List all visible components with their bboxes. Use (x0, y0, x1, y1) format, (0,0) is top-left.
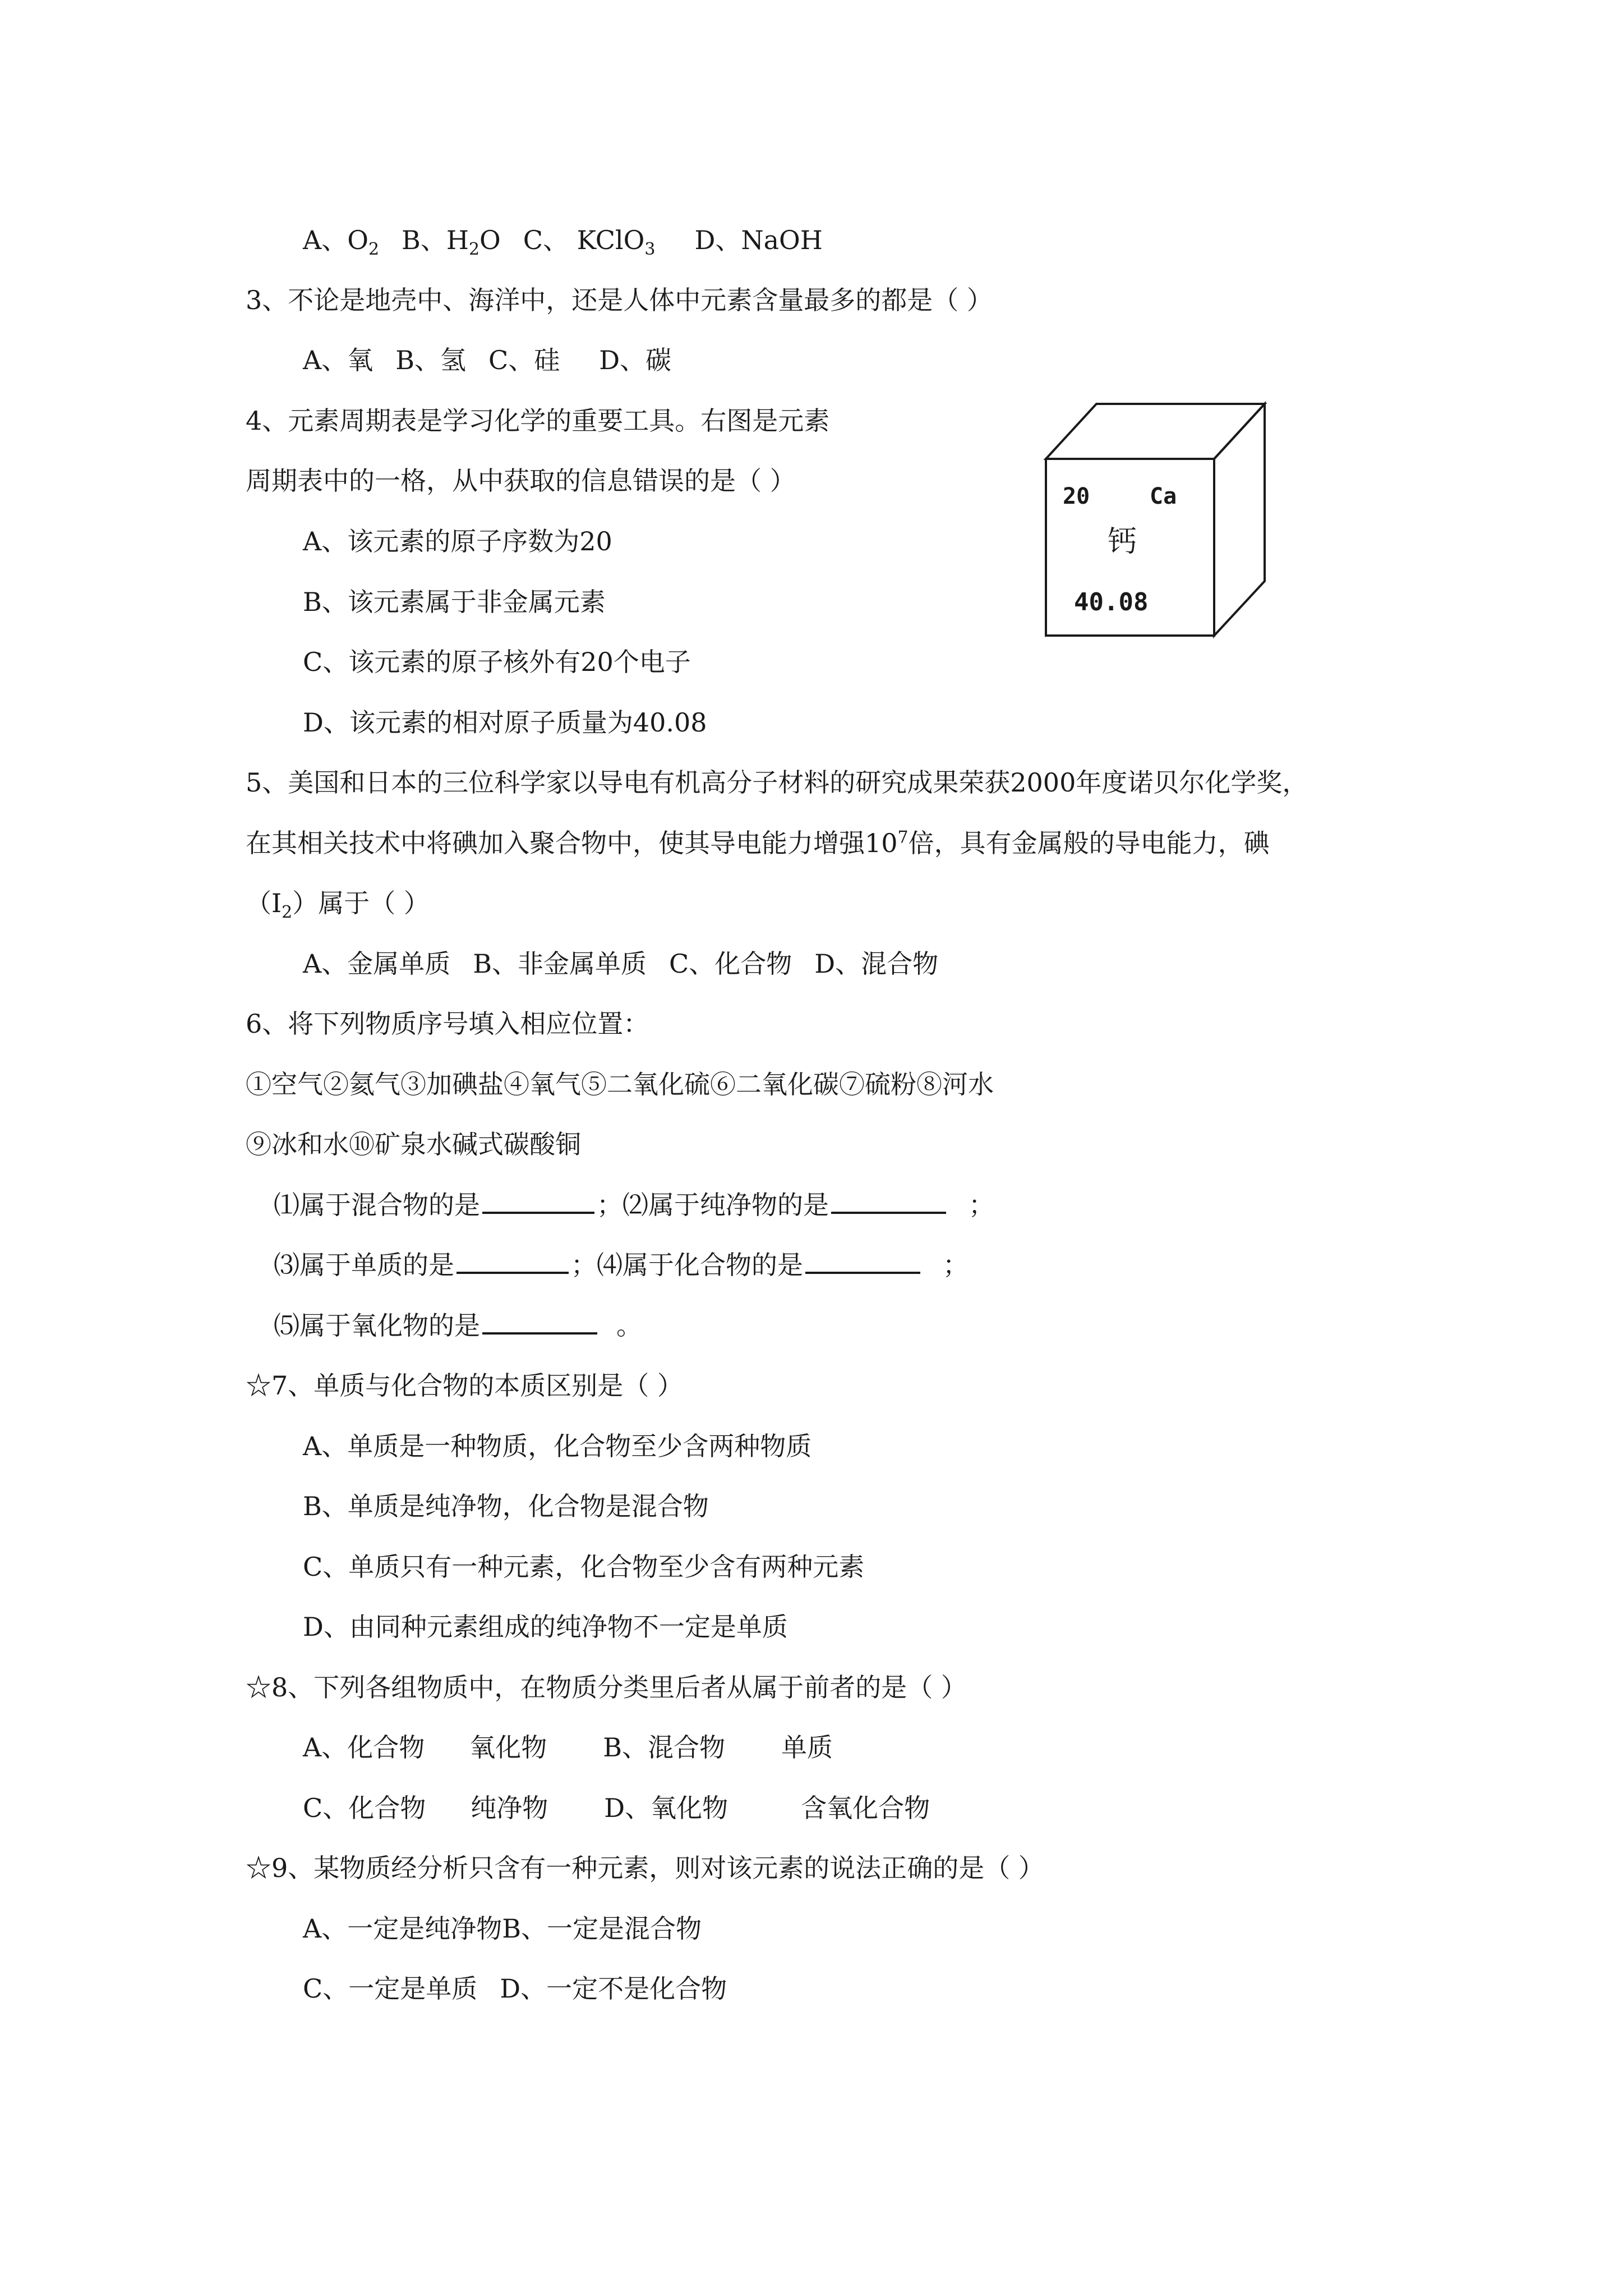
q7-option-d: D、由同种元素组成的纯净物不一定是单质 (303, 1612, 788, 1642)
q5-options: A、金属单质 B、非金属单质 C、化合物 D、混合物 (303, 949, 939, 979)
q8-row2: C、化合物 纯净物 D、氧化物 含氧化合物 (303, 1793, 930, 1823)
q7-stem: ☆7、单质与化合物的本质区别是（ ） (246, 1370, 683, 1401)
atomic-mass: 40.08 (1074, 588, 1149, 616)
compound-answer-blank[interactable] (805, 1250, 920, 1274)
q5-line3: $(I_2)$属于（ ） (246, 888, 430, 923)
periodic-cell-figure (1040, 397, 1276, 644)
q3-stem: 3、不论是地壳中、海洋中，还是人体中元素含量最多的都是（ ） (246, 285, 993, 315)
oxide-answer-blank[interactable] (482, 1311, 597, 1335)
q4-option-a: A、该元素的原子序数为20 (303, 526, 612, 556)
element-substance-answer-blank[interactable] (457, 1250, 569, 1274)
q5-line1: 5、美国和日本的三位科学家以导电有机高分子材料的研究成果荣获2000年度诺贝尔化学奖， (246, 767, 1308, 798)
q5-line2: 在其相关技术中将碘加入聚合物中，使其导电能力增强$10^7$倍，具有金属般的导电能力，碘 (246, 827, 1270, 858)
mixture-answer-blank[interactable] (482, 1190, 594, 1214)
q6-blank-row2: ⑶属于单质的是 ；⑷属于化合物的是 ； (274, 1250, 969, 1280)
q6-items-line1: ①空气②氦气③加碘盐④氧气⑤二氧化硫⑥二氧化碳⑦硫粉⑧河水 (246, 1069, 994, 1099)
q4-option-b: B、该元素属于非金属元素 (303, 587, 606, 617)
q7-option-a: A、单质是一种物质，化合物至少含两种物质 (303, 1431, 812, 1461)
q4-stem-line2: 周期表中的一格，从中获取的信息错误的是（ ） (246, 466, 796, 496)
q6-items-line2: ⑨冰和水⑩矿泉水碱式碳酸铜 (246, 1129, 581, 1159)
q6-stem: 6、将下列物质序号填入相应位置： (246, 1009, 649, 1039)
q4-option-d: D、该元素的相对原子质量为40.08 (303, 707, 707, 738)
q6-blank-row3: ⑸属于氧化物的是 。 (274, 1310, 642, 1341)
q9-row2: C、一定是单质 D、一定不是化合物 (303, 1973, 727, 2004)
q4-option-c: C、该元素的原子核外有20个电子 (303, 647, 691, 677)
q9-row1: A、一定是纯净物B、一定是混合物 (303, 1913, 702, 1944)
q7-option-c: C、单质只有一种元素，化合物至少含有两种元素 (303, 1552, 865, 1582)
q6-blank-row1: ⑴属于混合物的是 ；⑵属于纯净物的是 ； (274, 1190, 994, 1220)
q8-stem: ☆8、下列各组物质中，在物质分类里后者从属于前者的是（ ） (246, 1672, 967, 1703)
q3-options: A、氧 B、氢 C、硅 D、碳 (303, 345, 672, 375)
pure-substance-answer-blank[interactable] (831, 1190, 946, 1214)
element-symbol: Ca (1150, 484, 1177, 509)
element-name: 钙 (1108, 525, 1137, 559)
q8-row1: A、化合物 氧化物 B、混合物 单质 (303, 1732, 833, 1763)
atomic-number: 20 (1063, 484, 1090, 509)
q9-stem: ☆9、某物质经分析只含有一种元素，则对该元素的说法正确的是（ ） (246, 1853, 1044, 1883)
q2-options: A、$O_2$ B、$H_2O$ C、 KClO$_3$ D、NaOH (303, 225, 823, 260)
q4-stem-line1: 4、元素周期表是学习化学的重要工具。右图是元素 (246, 406, 830, 436)
q7-option-b: B、单质是纯净物，化合物是混合物 (303, 1491, 709, 1521)
